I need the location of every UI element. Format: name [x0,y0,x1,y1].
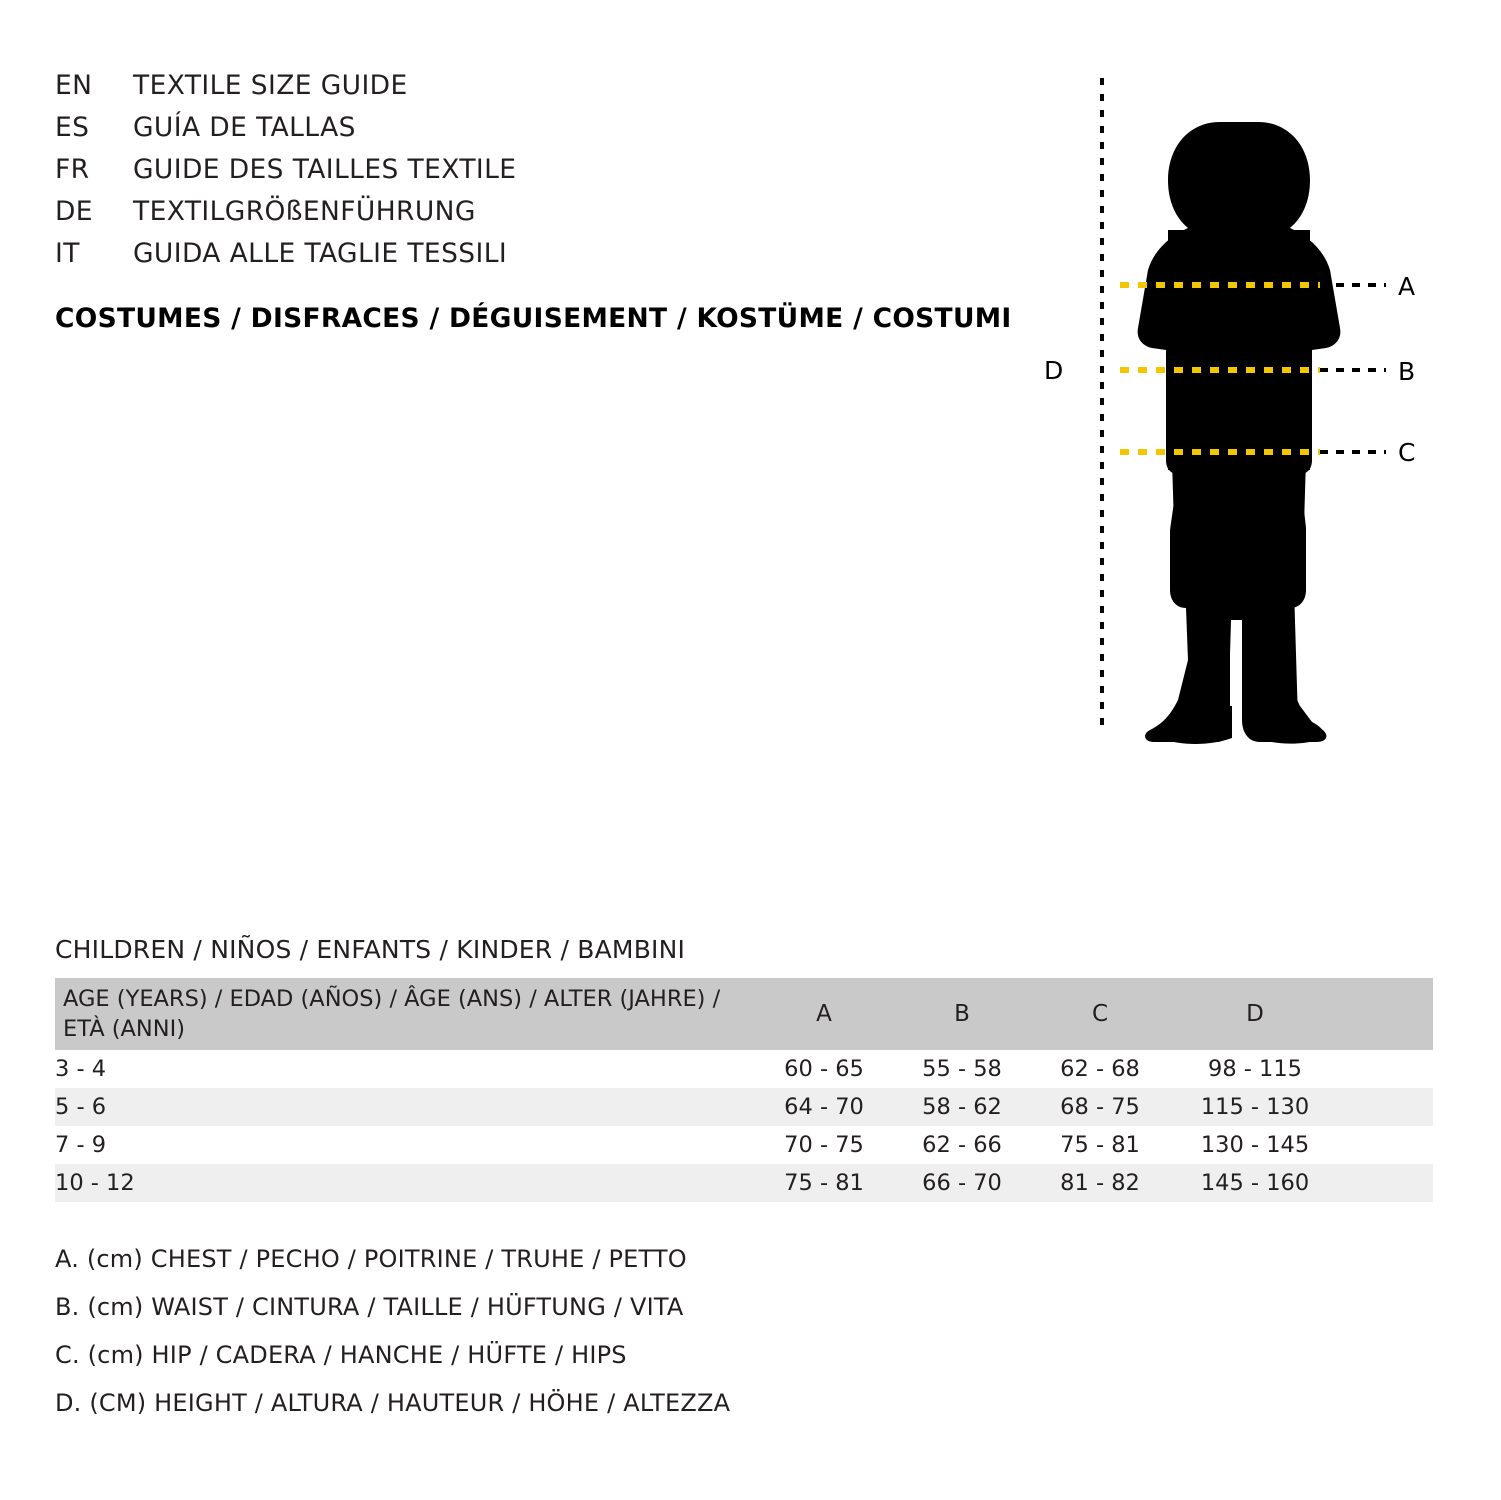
table-cell-a: 64 - 70 [784,1094,864,1120]
language-title: GUIDE DES TAILLES TEXTILE [133,154,517,185]
size-guide-header [55,70,1015,334]
legend-line-height: D. (CM) HEIGHT / ALTURA / HAUTEUR / HÖHE / ALTEZZA [55,1389,731,1417]
table-caption: CHILDREN / NIÑOS / ENFANTS / KINDER / BAMBINI [55,935,686,964]
table-header-c: C [1091,1001,1109,1027]
language-row-es [55,112,1015,143]
figure-label-height: D [1044,356,1064,385]
language-title: TEXTILE SIZE GUIDE [133,70,408,101]
legend-line-waist: B. (cm) WAIST / CINTURA / TAILLE / HÜFTUNG / VITA [55,1293,684,1321]
table-row [55,1088,1433,1126]
language-title: GUIDA ALLE TAGLIE TESSILI [133,238,508,269]
table-cell-c: 81 - 82 [1060,1170,1140,1196]
table-header-row [55,978,1433,1050]
table-cell-spacer [1341,1088,1433,1126]
table-header-age: AGE (YEARS) / EDAD (AÑOS) / ÂGE (ANS) / ALTER (JAHRE) / ETÀ (ANNI) [63,985,721,1042]
table-cell-a: 70 - 75 [784,1132,864,1158]
figure-label-chest: A [1398,272,1416,301]
language-row-it [55,238,1015,269]
size-table [55,978,1433,1202]
table-cell-b: 66 - 70 [922,1170,1002,1196]
legend-line-hip: C. (cm) HIP / CADERA / HANCHE / HÜFTE / HIPS [55,1341,627,1369]
table-header-spacer [1341,978,1433,1050]
table-row [55,1164,1433,1202]
table-cell-d: 98 - 115 [1208,1056,1302,1082]
table-cell-c: 62 - 68 [1060,1056,1140,1082]
table-row [55,1126,1433,1164]
language-title: TEXTILGRÖßENFÜHRUNG [133,196,476,227]
table-cell-age: 5 - 6 [55,1094,107,1120]
figure-label-hip: C [1398,438,1416,467]
figure-label-waist: B [1398,357,1416,386]
legend-line-chest: A. (cm) CHEST / PECHO / POITRINE / TRUHE / PETTO [55,1245,687,1273]
table-cell-age: 10 - 12 [55,1170,135,1196]
table-cell-d: 130 - 145 [1200,1132,1310,1158]
table-row [55,1050,1433,1088]
table-header-d: D [1246,1001,1264,1027]
language-code: IT [55,238,80,269]
table-cell-age: 3 - 4 [55,1056,107,1082]
language-code: FR [55,154,90,185]
language-title: GUÍA DE TALLAS [133,112,356,143]
language-row-en [55,70,1015,101]
table-cell-d: 145 - 160 [1200,1170,1310,1196]
language-code: DE [55,196,93,227]
table-cell-b: 58 - 62 [922,1094,1002,1120]
table-cell-c: 75 - 81 [1060,1132,1140,1158]
table-header-a: A [816,1001,832,1027]
table-cell-d: 115 - 130 [1200,1094,1310,1120]
table-cell-b: 55 - 58 [922,1056,1002,1082]
table-cell-b: 62 - 66 [922,1132,1002,1158]
size-table-section [55,935,1433,1202]
child-silhouette-icon [1020,60,1470,760]
costumes-subtitle: COSTUMES / DISFRACES / DÉGUISEMENT / KOSTÜME / COSTUMI [55,303,1012,334]
table-cell-age: 7 - 9 [55,1132,107,1158]
measurement-legend [55,1245,955,1437]
language-code: EN [55,70,93,101]
table-cell-c: 68 - 75 [1060,1094,1140,1120]
table-cell-spacer [1341,1050,1433,1088]
measurement-figure [1020,60,1470,760]
table-cell-spacer [1341,1126,1433,1164]
table-header-b: B [954,1001,970,1027]
table-cell-a: 75 - 81 [784,1170,864,1196]
language-code: ES [55,112,90,143]
table-cell-a: 60 - 65 [784,1056,864,1082]
language-row-fr [55,154,1015,185]
table-cell-spacer [1341,1164,1433,1202]
language-row-de [55,196,1015,227]
